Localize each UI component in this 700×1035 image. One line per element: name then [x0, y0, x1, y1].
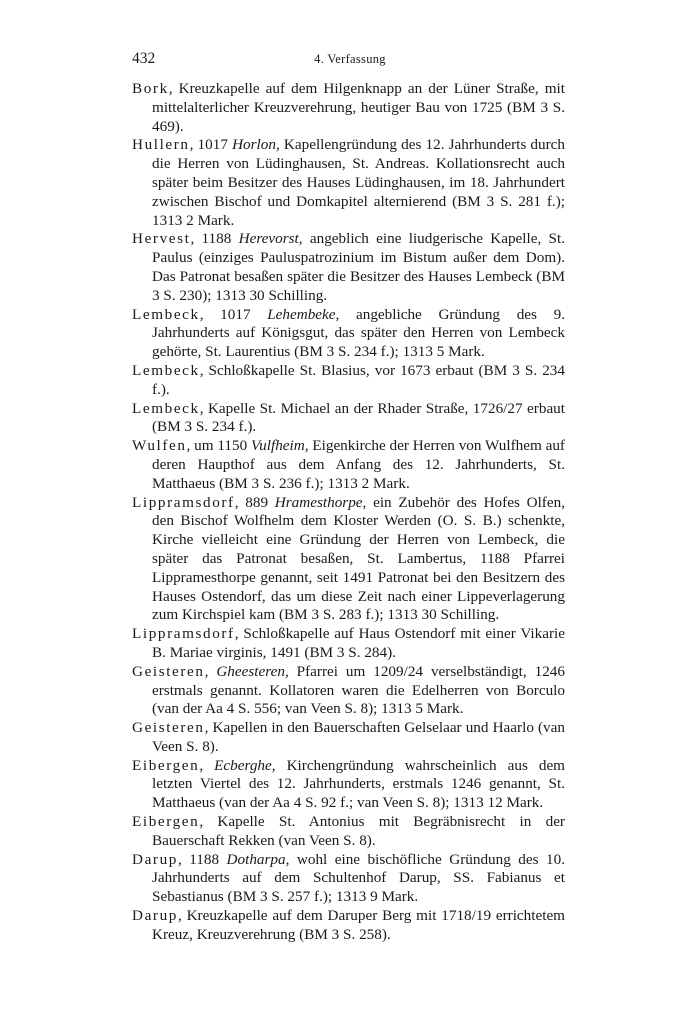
latin-name: Horlon [232, 136, 276, 154]
entry-text: , um 1150 [186, 437, 252, 455]
entry-text-tail: , Kirchengründung wahrscheinlich aus dem letzten Viertel des 12. Jahrhunderts, erstmals 1246 genannt, St. Matthaeus (van der Aa 4 S. 92 f.; van Veen S. 8); 1313 12 Mark. [152, 756, 565, 812]
entry [132, 719, 565, 757]
entry [132, 494, 565, 626]
entry-text: , 1188 [177, 850, 227, 868]
entry-text-tail: , angeblich eine liudgerische Kapelle, St. Paulus (einziges Pauluspatrozinium im Bistum außer dem Dom). Das Patronat besaßen später die Besitzer des Hauses Lembeck (BM 3 S. 230); 1313 30 Schilling. [152, 230, 566, 304]
latin-name: Hramesthorpe [274, 493, 363, 511]
latin-name: Gheesteren [216, 662, 285, 680]
entry [132, 306, 565, 362]
entry [132, 362, 565, 400]
entry-text-tail: , ein Zubehör des Hofes Olfen, den Bischof Wolfhelm dem Kloster Werden (O. S. B.) schenkte, Kirche vielleicht eine Gründung der Herren von Lembeck, die später das Patronat besaßen, St. Lambertus, 1188 Pfarrei Lippramesthorpe genannt, seit 1491 Patronat bei den Besitzern des Hauses Ostendorf, das um diese Zeit nach einer Lippeverlagerung zum Kirchspiel kam (BM 3 S. 283 f.); 1313 30 Schilling. [152, 493, 565, 624]
entry-text: , Kreuzkapelle auf dem Hilgenknapp an der Lüner Straße, mit mittelalterlicher Kreuzverehrung, heutiger Bau von 1725 (BM 3 S. 469). [152, 80, 565, 135]
entry [132, 437, 565, 493]
entry-text-tail: , Pfarrei um 1209/24 verselbständigt, 1246 erstmals genannt. Kollatoren waren die Edelherren von Borculo (van der Aa 4 S. 556; van Veen S. 8); 1313 5 Mark. [152, 662, 565, 718]
entry [132, 757, 565, 813]
place-name: Lembeck [132, 305, 200, 323]
place-name: Wulfen [132, 437, 187, 455]
entry [132, 400, 565, 438]
entry-text-tail: , Eigenkirche der Herren von Wulfhem auf deren Haupthof aus dem Anfang des 12. Jahrhunderts, St. Matthaeus (BM 3 S. 236 f.); 1313 2 Mark. [152, 437, 565, 492]
latin-name: Herevorst [238, 230, 299, 248]
entry-text: , Kapelle St. Antonius mit Begräbnisrecht in der Bauerschaft Rekken (van Veen S. 8). [152, 813, 565, 849]
place-name: Lembeck [132, 361, 200, 379]
entry-text: , 1188 [190, 230, 239, 248]
entry [132, 907, 565, 945]
entry [132, 813, 565, 851]
entry [132, 80, 565, 136]
entry-text: , Schloßkapelle St. Blasius, vor 1673 erbaut (BM 3 S. 234 f.). [152, 361, 565, 398]
entry [132, 625, 565, 663]
entry-text: , Schloßkapelle auf Haus Ostendorf mit einer Vikarie B. Mariae virginis, 1491 (BM 3 S. 284). [152, 625, 565, 661]
place-name: Darup [132, 850, 178, 868]
place-name: Hullern [132, 136, 190, 154]
entry-text-tail: , angebliche Gründung des 9. Jahrhunderts auf Königsgut, das später den Herren von Lembeck gehörte, St. Laurentius (BM 3 S. 234 f.); 1313 5 Mark. [152, 305, 565, 361]
entry-text: , Kapelle St. Michael an der Rhader Straße, 1726/27 erbaut (BM 3 S. 234 f.). [152, 399, 565, 436]
entry [132, 851, 565, 907]
entry-text: , 889 [234, 493, 275, 511]
place-name: Darup [132, 907, 178, 925]
place-name: Eibergen [132, 756, 200, 774]
entry-text: , 1017 [199, 305, 268, 323]
place-name: Lippramsdorf [132, 625, 235, 643]
page-number: 432 [132, 50, 156, 67]
latin-name: Vulfheim [251, 437, 305, 455]
entry-text: , [204, 662, 217, 680]
place-name: Hervest [132, 230, 191, 248]
place-name: Lippramsdorf [132, 493, 235, 511]
entry-text: , Kapellen in den Bauerschaften Gelselaar und Haarlo (van Veen S. 8). [152, 719, 565, 755]
entry-text: , Kreuzkapelle auf dem Daruper Berg mit 1718/19 errichtetem Kreuz, Kreuzverehrung (BM 3 S. 258). [152, 907, 565, 943]
entry-text: , 1017 [189, 136, 233, 154]
place-name: Lembeck [132, 399, 200, 417]
place-name: Geisteren [132, 719, 205, 737]
latin-name: Dotharpa [226, 850, 286, 868]
running-head: 4. Verfassung [314, 52, 386, 66]
latin-name: Lehembeke [267, 305, 336, 323]
entry [132, 136, 565, 230]
entry [132, 663, 565, 719]
place-name: Geisteren [132, 662, 205, 680]
entry [132, 230, 565, 305]
entry-text-tail: , wohl eine bischöfliche Gründung des 10. Jahrhunderts auf dem Schultenhof Darup, SS. Fabianus et Sebastianus (BM 3 S. 257 f.); 1313 9 Mark. [152, 850, 566, 906]
place-name: Bork [132, 80, 169, 97]
latin-name: Ecberghe [214, 756, 272, 774]
entry-text-tail: , Kapellengründung des 12. Jahrhunderts durch die Herren von Lüdinghausen, St. Andreas. Kollationsrecht auch später beim Besitzer des Hauses Lüdinghausen, im 18. Jahrhundert zwischen Bischof und Domkapitel alternierend (BM 3 S. 281 f.); 1313 2 Mark. [152, 136, 565, 229]
place-name: Eibergen [132, 813, 200, 831]
entry-text: , [199, 756, 215, 774]
entry-list [132, 80, 565, 945]
